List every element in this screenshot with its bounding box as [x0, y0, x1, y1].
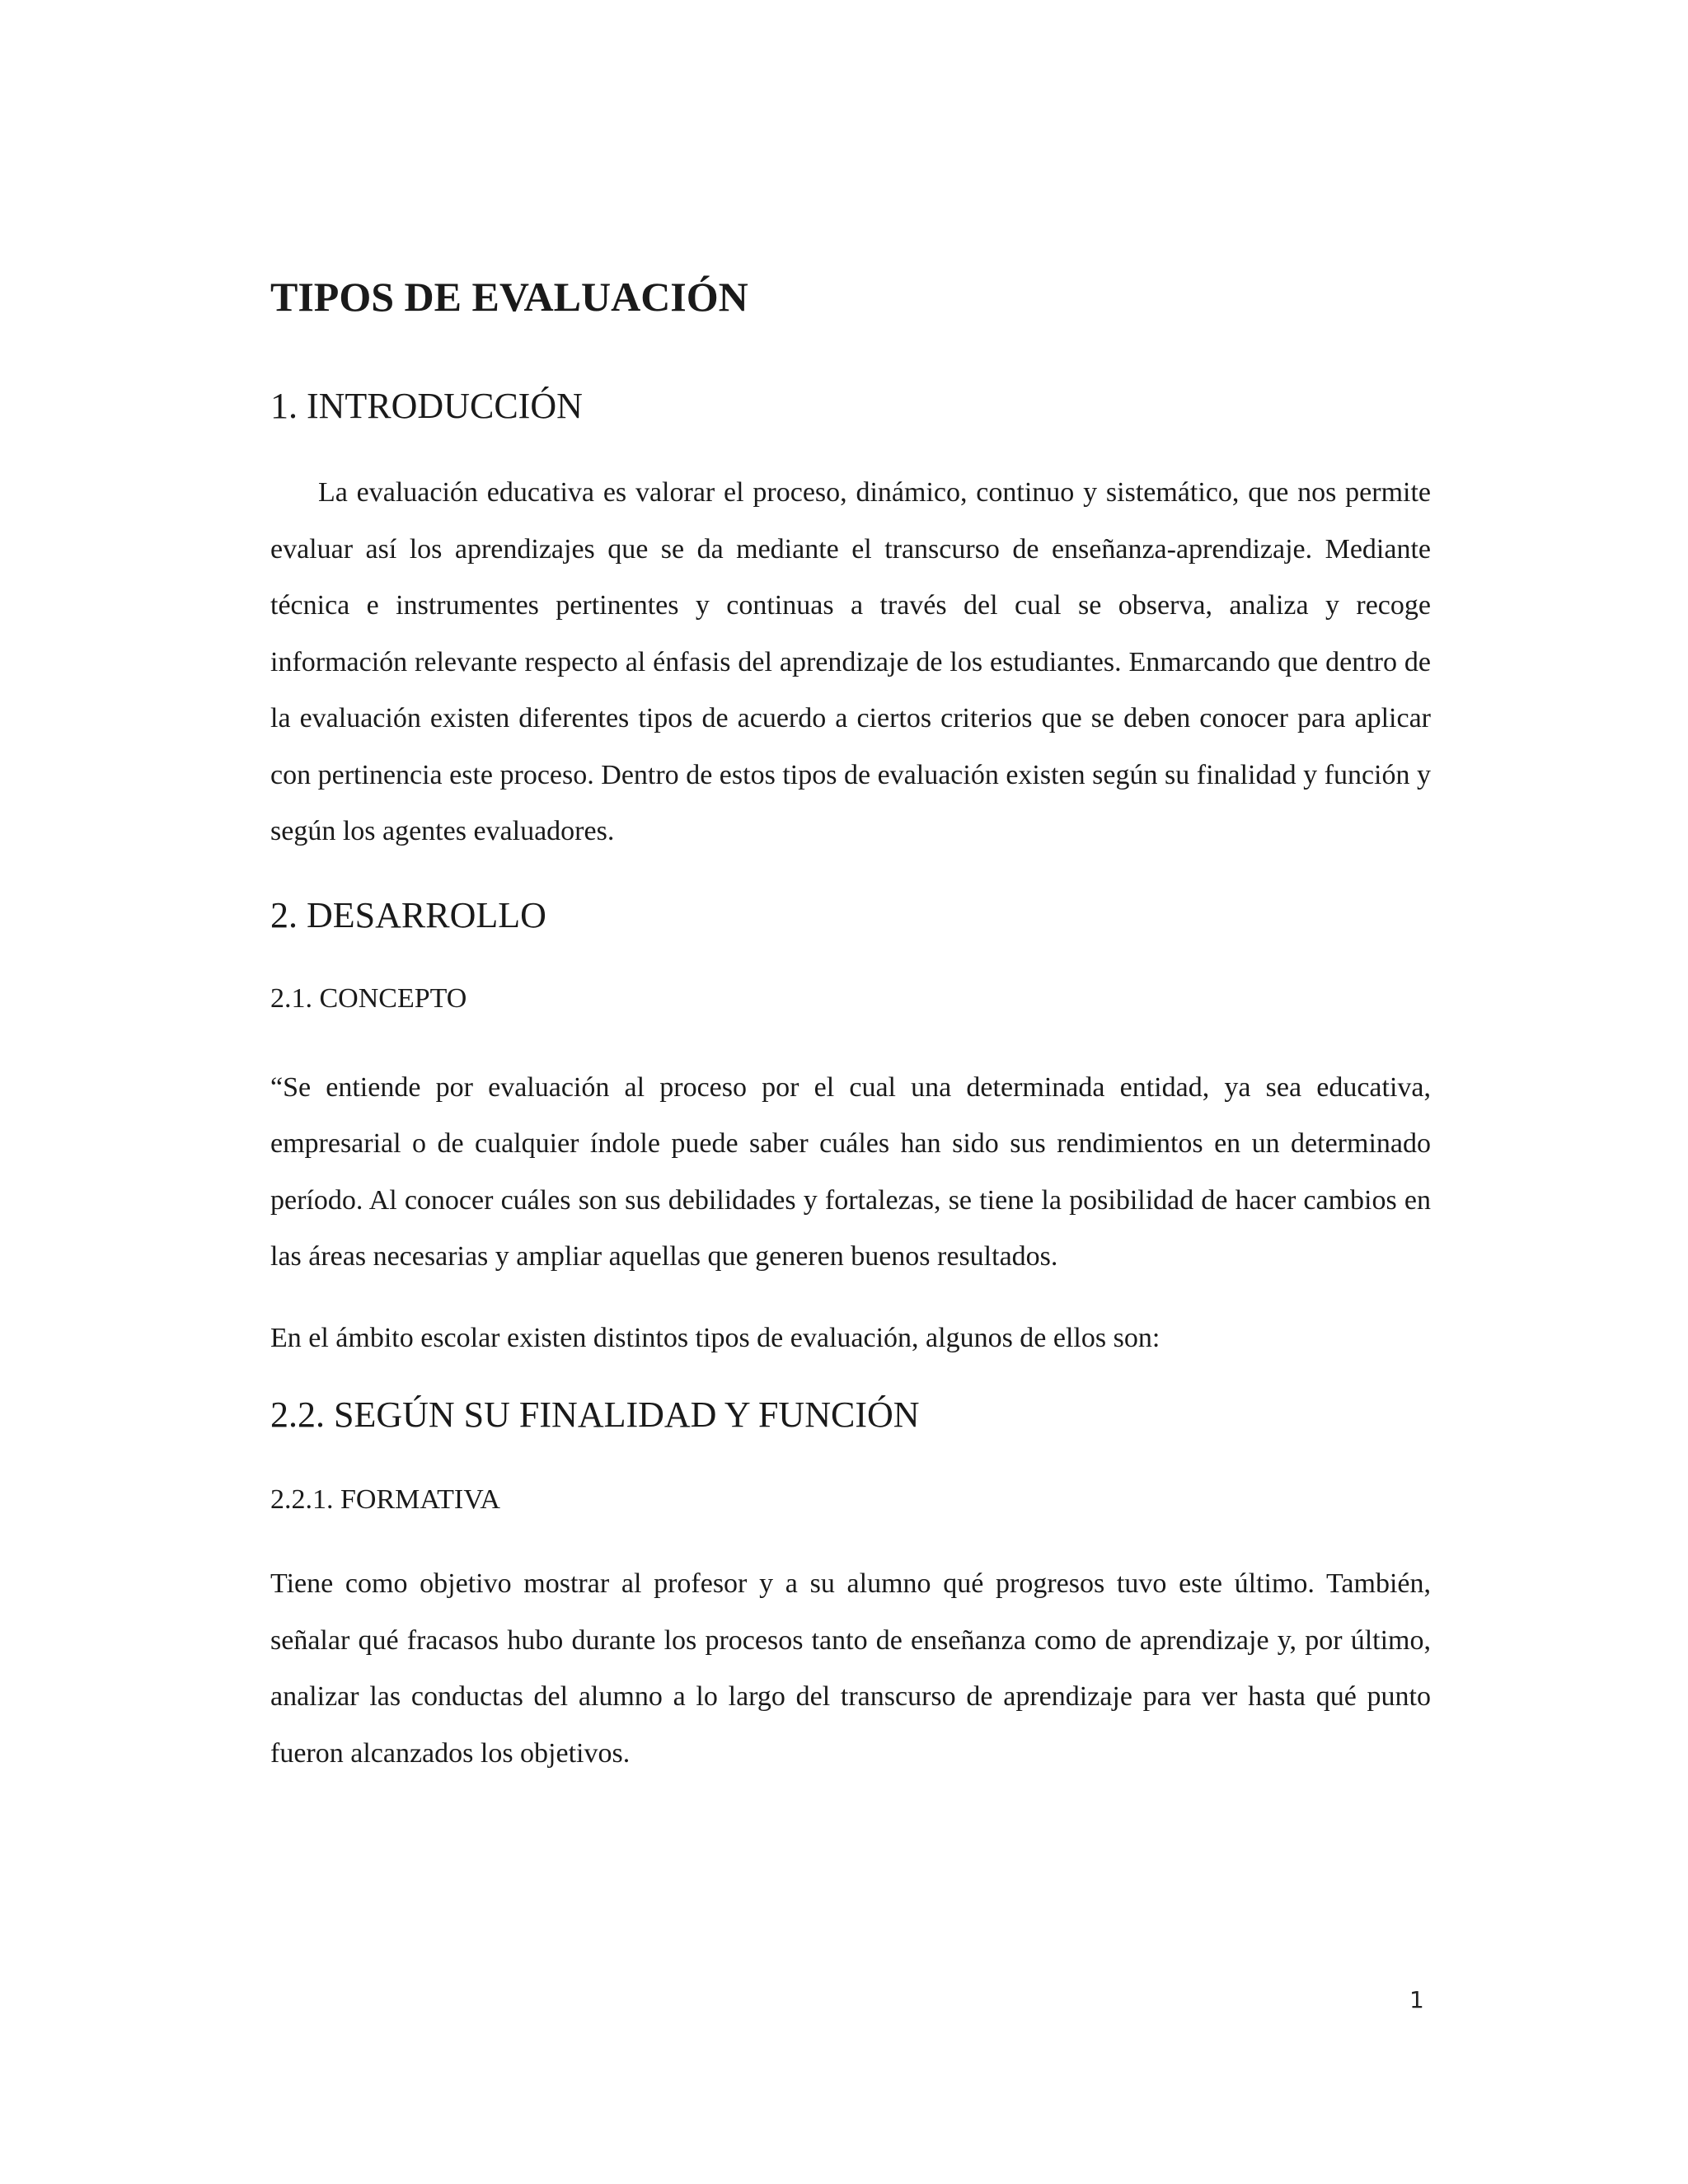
- paragraph-ambito-escolar: En el ámbito escolar existen distintos tipos de evaluación, algunos de ellos son:: [270, 1322, 1160, 1353]
- page-number: 1: [1409, 1986, 1424, 2013]
- paragraph-introduccion: La evaluación educativa es valorar el proceso, dinámico, continuo y sistemático, que nos permite evaluar así los aprendizajes que se da mediante el transcurso de enseñanza-aprendizaje. Mediante técnica e instrumentes pertinentes y continuas a través del cual se observa, analiza y recoge información relevante respecto al énfasis del aprendizaje de los estudiantes. Enmarcando que dentro de la evaluación existen diferentes tipos de acuerdo a ciertos criterios que se deben conocer para aplicar con pertinencia este proceso. Dentro de estos tipos de evaluación existen según su finalidad y función y según los agentes evaluadores.: [270, 477, 1431, 846]
- subsection-heading-concepto: 2.1. CONCEPTO: [270, 982, 467, 1014]
- section-heading-desarrollo: 2. DESARROLLO: [270, 894, 546, 935]
- page-content: [270, 264, 1431, 1782]
- section-heading-introduccion: 1. INTRODUCCIÓN: [270, 386, 583, 426]
- paragraph-concepto: “Se entiende por evaluación al proceso por el cual una determinada entidad, ya sea educativa, empresarial o de cualquier índole puede saber cuáles han sido sus rendimientos en un determinado período. Al conocer cuáles son sus debilidades y fortalezas, se tiene la posibilidad de hacer cambios en las áreas necesarias y ampliar aquellas que generen buenos resultados.: [270, 1071, 1431, 1272]
- subsection-heading-formativa: 2.2.1. FORMATIVA: [270, 1484, 500, 1515]
- subsection-heading-finalidad: 2.2. SEGÚN SU FINALIDAD Y FUNCIÓN: [270, 1394, 920, 1435]
- paragraph-formativa: Tiene como objetivo mostrar al profesor y a su alumno qué progresos tuvo este último. También, señalar qué fracasos hubo durante los procesos tanto de enseñanza como de aprendizaje y, por último, analizar las conductas del alumno a lo largo del transcurso de aprendizaje para ver hasta qué punto fueron alcanzados los objetivos.: [270, 1568, 1431, 1769]
- document-title: TIPOS DE EVALUACIÓN: [270, 274, 748, 320]
